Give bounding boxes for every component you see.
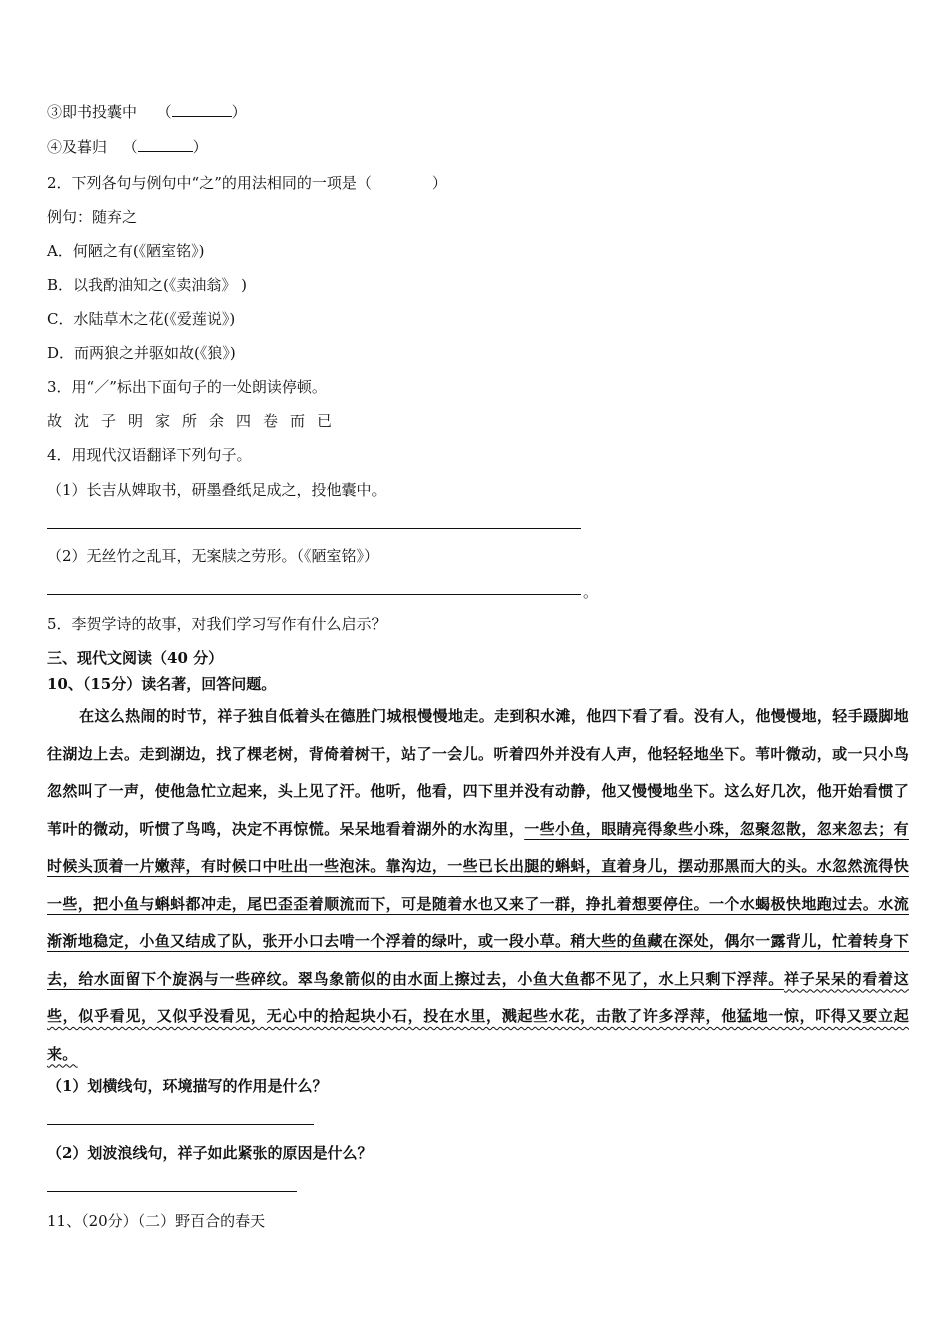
q10-header: 10、（15分）读名著，回答问题。 [47,675,277,693]
answer-blank[interactable] [172,102,232,117]
section-3-title: 三、现代文阅读（40 分） [47,649,224,667]
q2-example: 例句：随弃之 [47,208,138,226]
q3-stem: 3．用“／”标出下面句子的一处朗读停顿。 [47,378,327,396]
q10-sub-question-1: （1）划横线句，环境描写的作用是什么？ [47,1077,328,1095]
q1-item-3: ③即书投囊中 （ ） [47,103,247,121]
q11-header: 11、（20分）（二）野百合的春天 [47,1212,266,1230]
answer-line[interactable] [47,1124,314,1125]
q10-sub-question-2: （2）划波浪线句，祥子如此紧张的原因是什么？ [47,1144,373,1162]
passage-wavy-text: 祥子呆呆的看着这些，似乎看见，又似乎没看见，无心中的拾起块小石，投在水里，溅起些水花，击散了许多浮萍，他猛地一惊，吓得又要立起来。 [47,969,909,1063]
answer-line[interactable] [47,528,581,529]
q2-option-d: D．而两狼之并驱如故(《狼》) [47,344,236,362]
q4-end-mark: 。 [583,583,599,601]
q5-stem: 5．李贺学诗的故事，对我们学习写作有什么启示？ [47,615,387,633]
q2-option-c: C．水陆草木之花(《爱莲说》) [47,310,236,328]
answer-blank[interactable] [138,137,193,152]
answer-line[interactable] [47,1191,297,1192]
q4-stem: 4．用现代汉语翻译下列句子。 [47,446,252,464]
q1-item-4: ④及暮归 （ ） [47,138,208,156]
answer-line[interactable] [47,594,581,595]
q2-option-a: A．何陋之有(《陋室铭》) [47,242,205,260]
q4-sentence-1: （1）长吉从婢取书，研墨叠纸足成之，投他囊中。 [47,481,387,499]
q3-sentence: 故沈子明家所余四卷而已 [47,412,345,430]
q2-option-b: B．以我酌油知之(《卖油翁》 ) [47,276,247,294]
passage-plain-text: 在这么热闹的时节，祥子独自低着头在德胜门城根慢慢地走。走到积水滩，他四下看了看。没有人，他慢慢地，轻手蹑脚地往湖边上去。走到湖边，找了棵老树，背倚着树干，站了一会儿。听着四外并没有人声，他轻轻地坐下。苇叶微动，或一只小鸟忽然叫了一声，使他急忙立起来，头上见了汗。他听，他看，四下里并没有动静，他又慢慢地坐下。这么好几次，他开始看惯了苇叶的微动，听惯了鸟鸣，决定不再惊慌。呆呆地看着湖外的水沟里， [47,707,909,838]
q2-stem: 2．下列各句与例句中“之”的用法相同的一项是（ ） [47,174,447,192]
passage-underlined-text: 一些小鱼，眼睛亮得象些小珠，忽聚忽散，忽来忽去；有时候头顶着一片嫩萍，有时候口中吐出一些泡沫。靠沟边，一些已长出腿的蝌蚪，直着身儿，摆动那黑而大的头。水忽然流得快一些，把小鱼与蝌蚪都冲走，尾巴歪歪着顺流而下，可是随着水也又来了一群，挣扎着想要停住。一个水蝎极快地跑过去。水流渐渐地稳定，小鱼又结成了队，张开小口去啃一个浮着的绿叶，或一段小草。稍大些的鱼藏在深处，偶尔一露背儿，忙着转身下去，给水面留下个旋涡与一些碎纹。翠鸟象箭似的由水面上擦过去，小鱼大鱼都不见了，水上只剩下浮萍。 [47,819,909,988]
q10-passage [47,698,909,1073]
q4-sentence-2: （2）无丝竹之乱耳，无案牍之劳形。（《陋室铭》） [47,547,380,565]
